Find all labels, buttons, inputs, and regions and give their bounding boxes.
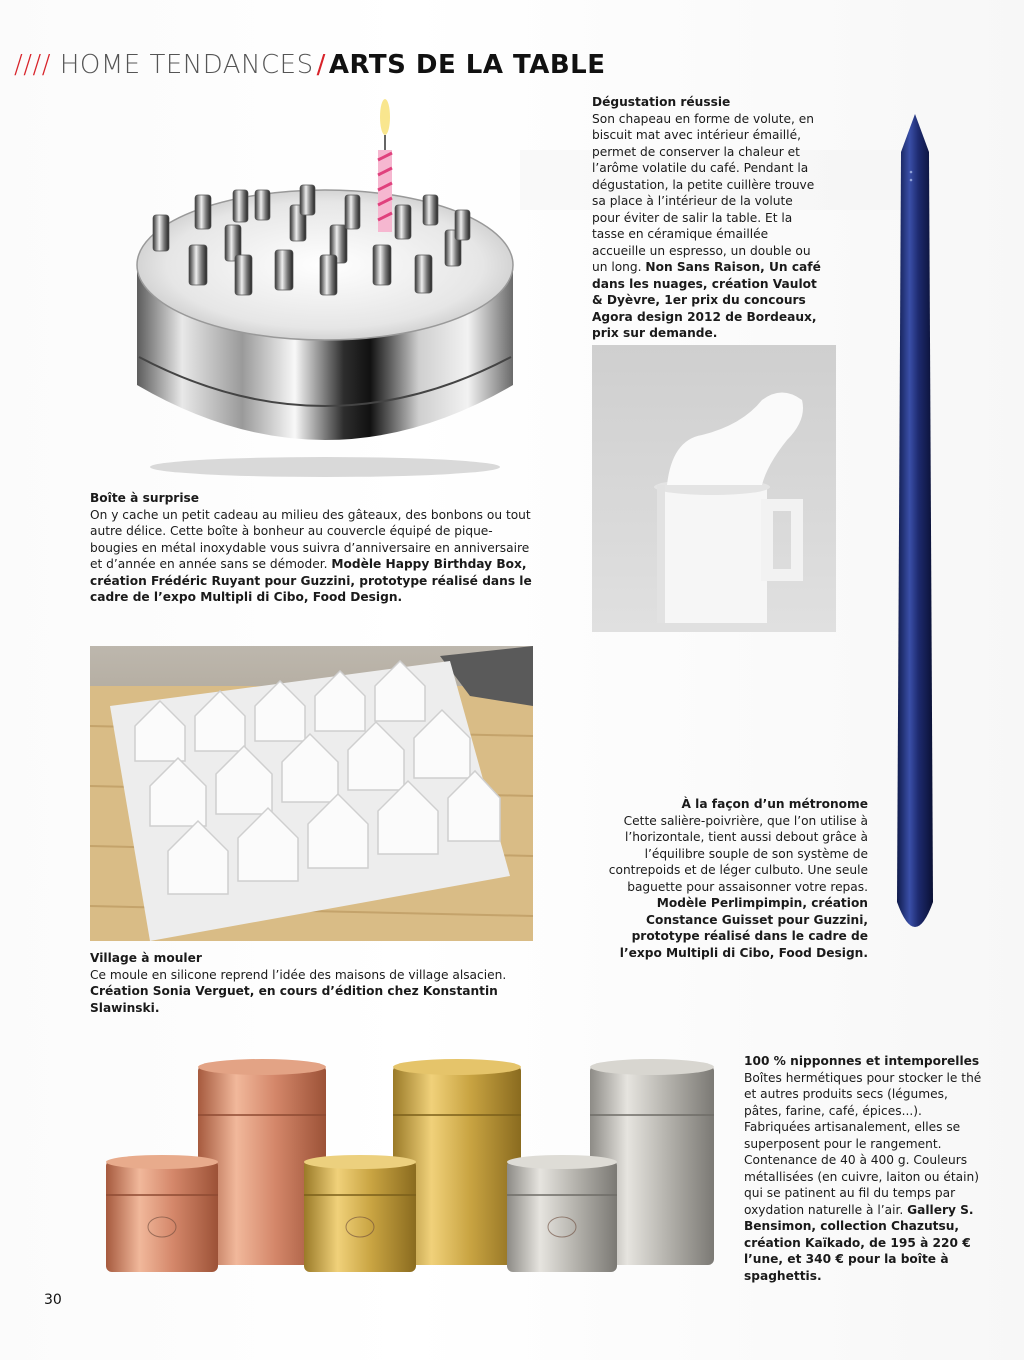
perlimpimpin-baguette-photo [895,112,935,944]
article-degustation-title: Dégustation réussie [592,95,731,109]
cloud-cup-photo [592,345,836,632]
header-section-title: ARTS DE LA TABLE [328,50,606,80]
article-boite-credit: Modèle Happy Birthday Box, création Frédéric Ruyant pour Guzzini, prototype réalisé dans le cadre de l’expo Multipli di Cibo, Food Design. [90,557,532,604]
article-nipponnes-credit: Gallery S. Bensimon, collection Chazutsu, création Kaïkado, de 195 à 220 € l’une, et 340 € pour la boîte à spaghettis. [744,1202,974,1283]
chazutsu-canisters-photo [100,1055,730,1280]
article-village-title: Village à mouler [90,951,202,965]
article-metronome-title: À la façon d’un métronome [681,797,868,811]
page-header [14,50,605,80]
article-village-body: Ce moule en silicone reprend l’idée des maisons de village alsacien. [90,967,507,982]
article-nipponnes-title: 100 % nipponnes et intemporelles [744,1054,980,1068]
header-category: HOME TENDANCES [59,50,314,80]
article-metronome [596,796,868,961]
article-metronome-credit: Modèle Perlimpimpin, création Constance Guisset pour Guzzini, prototype réalisé dans le cadre de l’expo Multipli di Cibo, Food Design. [619,896,868,960]
header-separator: / [316,50,326,80]
page-number: 30 [44,1292,62,1308]
article-nipponnes [744,1053,989,1284]
birthday-box-photo [125,95,525,480]
article-degustation-credit: Non Sans Raison, Un café dans les nuages, création Vaulot & Dyèvre, 1er prix du concours Agora design 2012 de Bordeaux, prix sur demande. [592,260,821,340]
article-degustation-body: Son chapeau en forme de volute, en biscuit mat avec intérieur émaillé, permet de conserver la chaleur et l’arôme volatile du café. Pendant la dégustation, la petite cuillère trouve sa place à l’intérieur de la volute pour éviter de salir la table. Et la tasse en céramique émaillée accueille un espresso, un double ou un long. [592,111,815,274]
article-metronome-body: Cette salière-poivrière, que l’on utilise à l’horizontale, tient aussi debout grâce à l’équilibre souple de son système de contrepoids et de léger culbuto. Une seule baguette pour assaisonner votre repas. [608,813,868,894]
village-mold-photo [90,646,533,941]
header-slashes: //// [14,50,52,80]
article-boite [90,490,535,606]
birthday-candle-icon [378,99,392,232]
article-boite-title: Boîte à surprise [90,491,200,505]
article-boite-body: On y cache un petit cadeau au milieu des gâteaux, des bonbons ou tout autre délice. Cette boîte à bonheur au couvercle équipé de pique-bougies en métal inoxydable vous suivra d’anniversaire en anniversaire et d’année en année sans se démoder. [90,507,531,571]
article-village [90,950,535,1016]
article-nipponnes-body: Boîtes hermétiques pour stocker le thé et autres produits secs (légumes, pâtes, farine, café, épices...). Fabriquées artisanalement, elles se superposent pour le rangement. Contenance de 40 à 400 g. Couleurs métallisées (en cuivre, laiton ou étain) qui se patinent au fil du temps par oxydation naturelle à l’air. [744,1070,982,1217]
article-degustation [592,94,824,342]
article-village-credit: Création Sonia Verguet, en cours d’édition chez Konstantin Slawinski. [90,984,498,1015]
